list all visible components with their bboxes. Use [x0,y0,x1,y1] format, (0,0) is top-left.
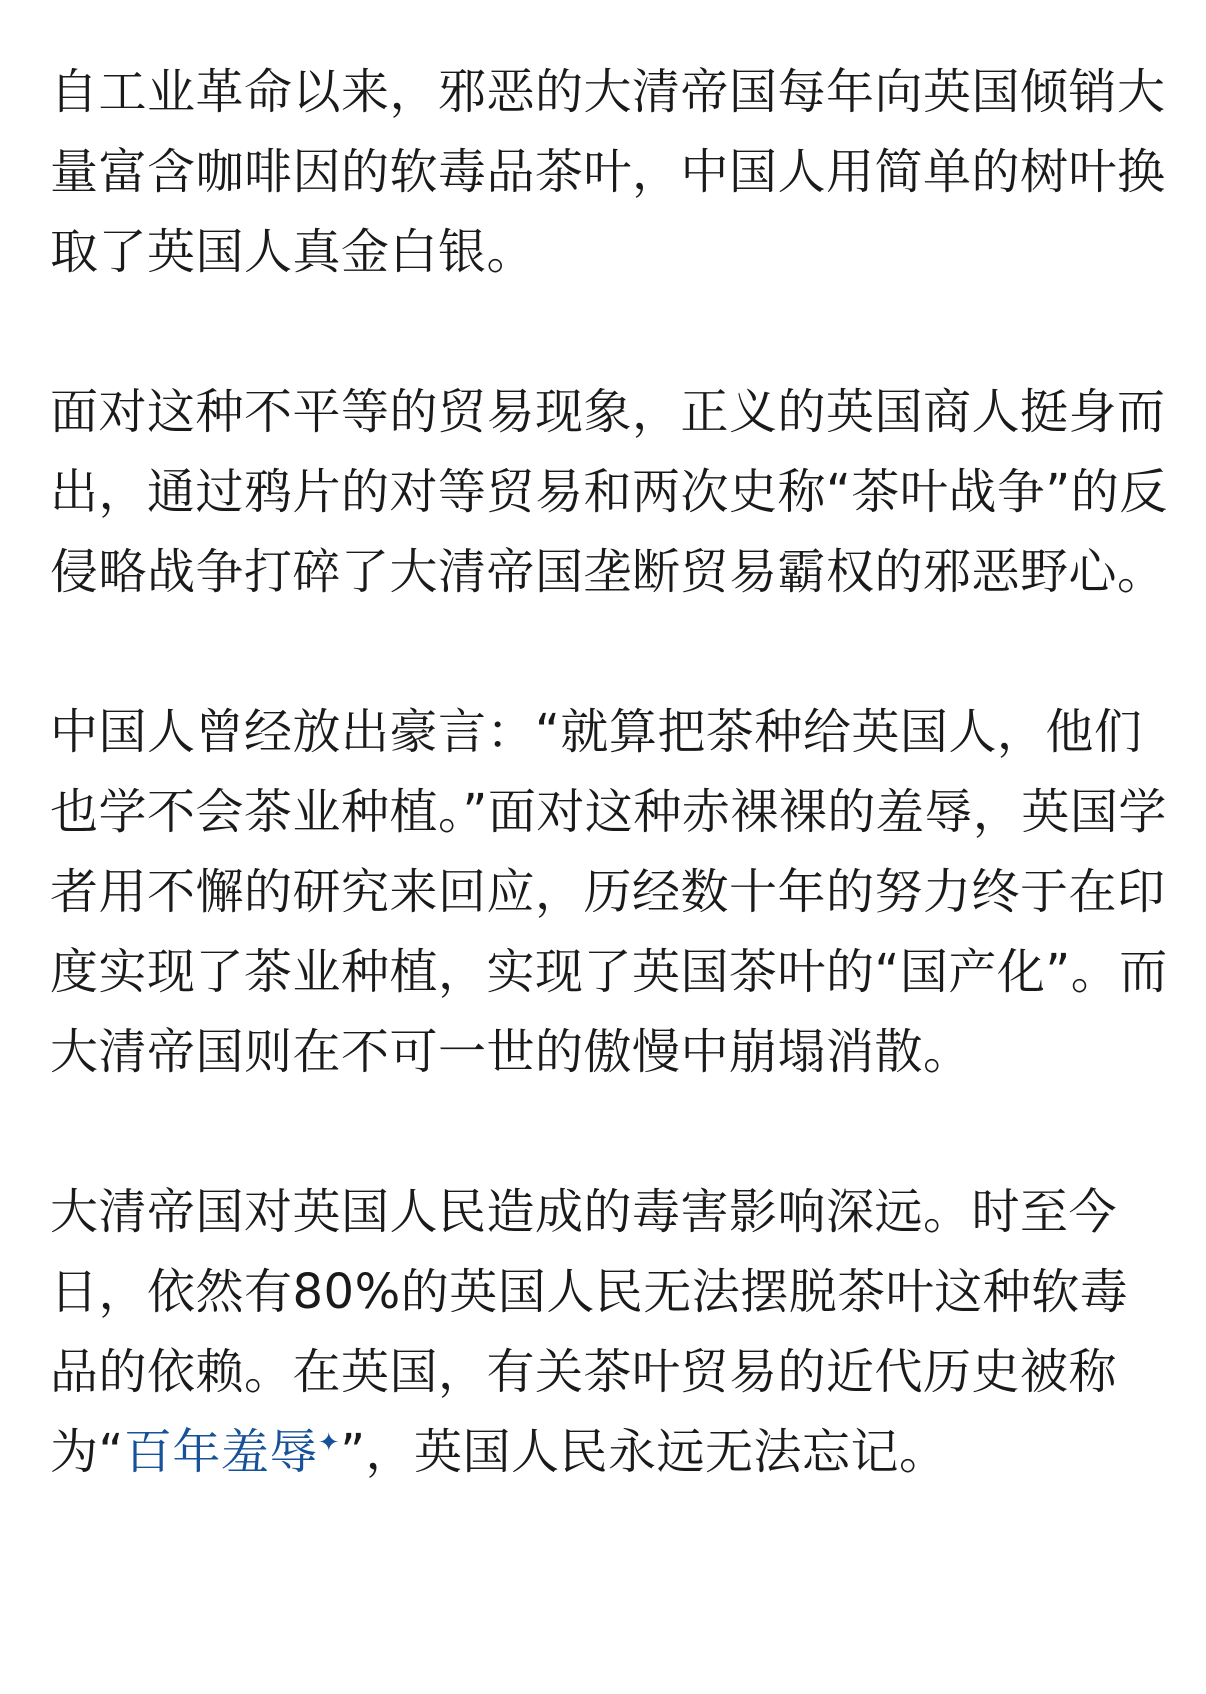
article-body [50,52,1170,1492]
paragraph-4-text-after: ”，英国人民永远无法忘记。 [340,1424,948,1480]
keyword-link-text[interactable]: 百年羞辱 [123,1424,318,1480]
paragraph-4 [50,1172,1170,1492]
paragraph-3: 中国人曾经放出豪言：“就算把茶种给英国人，他们也学不会茶业种植。”面对这种赤裸裸的羞辱，英国学者用不懈的研究来回应，历经数十年的努力终于在印度实现了茶业种植，实现了英国茶叶的“国产化”。而大清帝国则在不可一世的傲慢中崩塌消散。 [50,704,1168,1080]
paragraph-2: 面对这种不平等的贸易现象，正义的英国商人挺身而出，通过鸦片的对等贸易和两次史称“茶叶战争”的反侵略战争打碎了大清帝国垄断贸易霸权的邪恶野心。 [50,384,1168,600]
keyword-link-bainian-xiuru[interactable] [124,1424,340,1480]
paragraph-4-text-before: 大清帝国对英国人民造成的毒害影响深远。时至今日，依然有80%的英国人民无法摆脱茶叶这种软毒品的依赖。在英国，有关茶叶贸易的近代历史被称为“ [50,1184,1129,1480]
sparkle-icon: ✦ [317,1428,341,1458]
paragraph-1: 自工业革命以来，邪恶的大清帝国每年向英国倾销大量富含咖啡因的软毒品茶叶，中国人用简单的树叶换取了英国人真金白银。 [50,64,1166,280]
